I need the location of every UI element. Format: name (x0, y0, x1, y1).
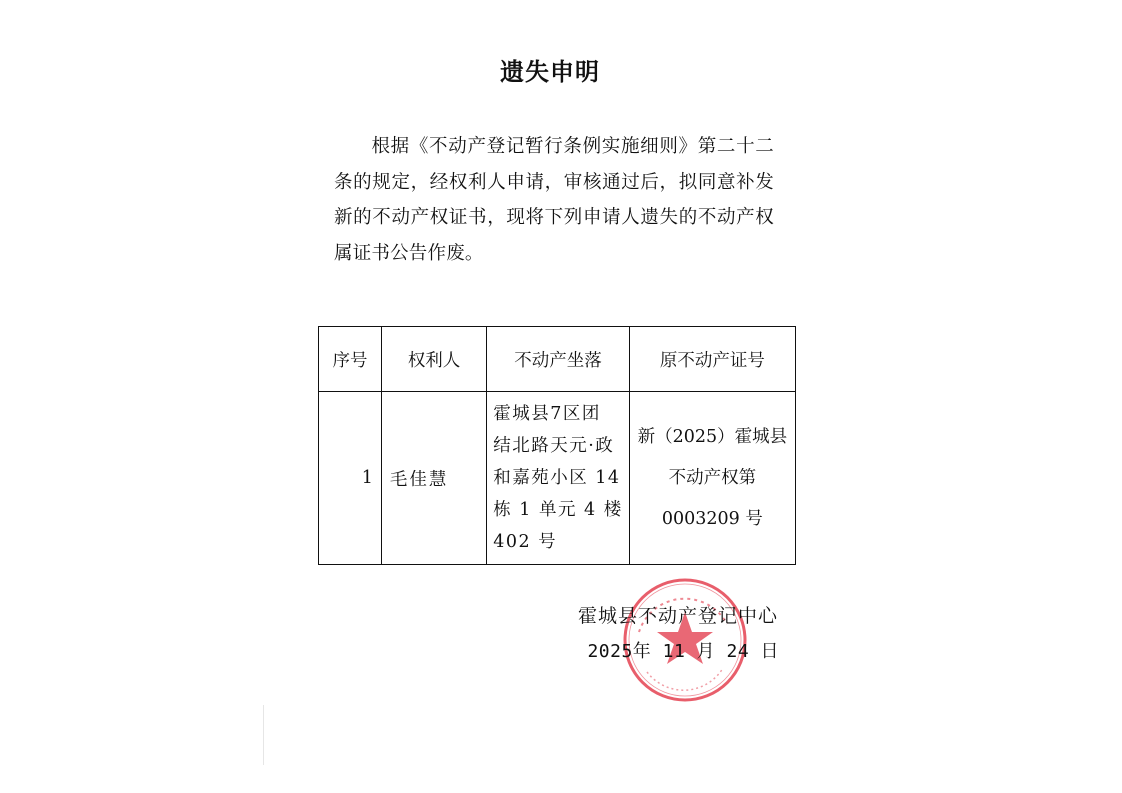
scan-mark (263, 705, 264, 765)
cert-line: 不动产权第 (668, 467, 757, 488)
body-line: 根据《不动产登记暂行条例实施细则》第二十二 (371, 136, 774, 157)
cert-line: 新（2025）霍城县 (637, 426, 788, 447)
document-title: 遗失申明 (500, 58, 600, 86)
address-line: 结北路天元·政 (493, 436, 615, 456)
address-line: 栋 1 单元 4 楼 (493, 500, 623, 520)
table-header-row (319, 327, 796, 392)
body-line: 属证书公告作废。 (334, 242, 484, 264)
row-index: 1 (319, 392, 382, 565)
header-owner: 权利人 (381, 327, 486, 392)
body-line: 新的不动产权证书，现将下列申请人遗失的不动产权 (334, 207, 774, 228)
row-owner: 毛佳慧 (381, 392, 486, 565)
lost-certificate-table (318, 326, 796, 565)
declaration-body (334, 129, 774, 271)
cert-line: 0003209 号 (661, 508, 763, 529)
issuer-signature: 霍城县不动产登记中心 (577, 605, 778, 627)
address-line: 霍城县7区团 (493, 404, 601, 424)
row-address (487, 392, 630, 565)
address-line: 402 号 (493, 532, 558, 552)
issue-date: 2025年 11 月 24 日 (587, 641, 779, 662)
table-row (319, 392, 796, 565)
header-index: 序号 (319, 327, 382, 392)
row-cert-number (629, 392, 795, 565)
body-line: 条的规定，经权利人申请，审核通过后，拟同意补发 (334, 171, 774, 193)
address-line: 和嘉苑小区 14 (493, 468, 621, 488)
header-cert-number: 原不动产证号 (629, 327, 795, 392)
header-address: 不动产坐落 (487, 327, 630, 392)
